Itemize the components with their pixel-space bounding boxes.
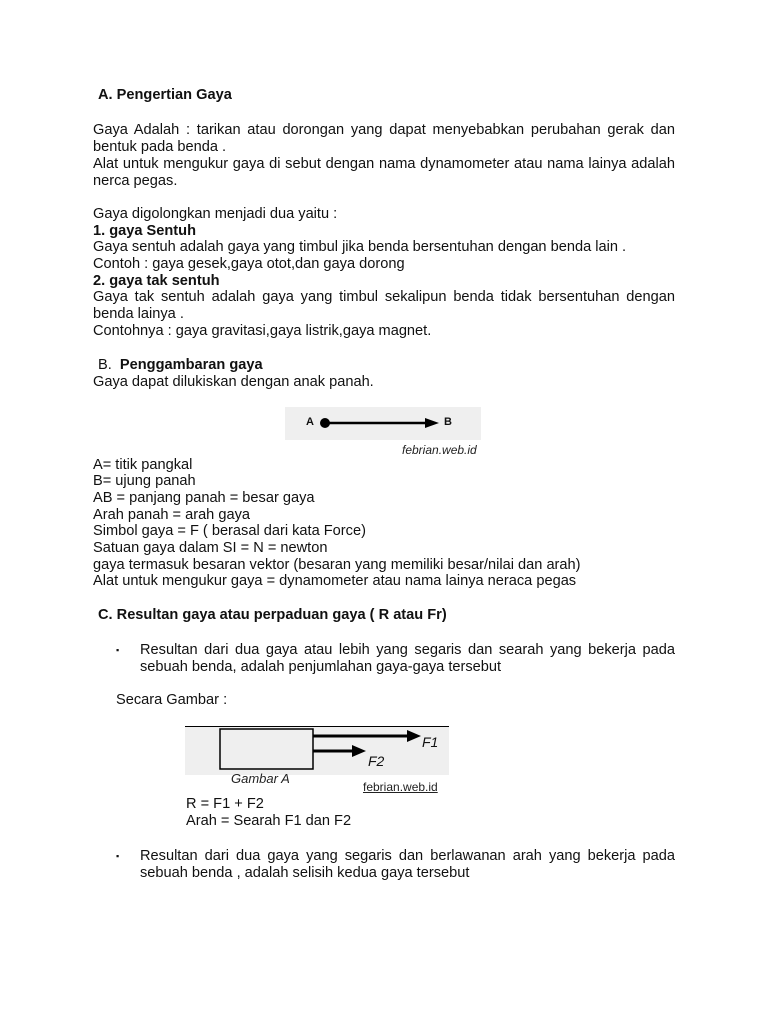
force-arrows-icon bbox=[185, 727, 449, 775]
paragraph: Gaya Adalah : tarikan atau dorongan yang dapat menyebabkan perubahan gerak dan bentuk pada benda . bbox=[93, 122, 675, 155]
text-line: Contoh : gaya gesek,gaya otot,dan gaya dorong bbox=[93, 256, 405, 272]
text-line: Gaya sentuh adalah gaya yang timbul jika benda bersentuhan dengan benda lain . bbox=[93, 239, 627, 255]
section-letter: B. bbox=[98, 357, 112, 373]
figure-caption: Gambar A bbox=[231, 771, 290, 786]
subheading: 1. gaya Sentuh bbox=[93, 223, 196, 239]
text-line: Contohnya : gaya gravitasi,gaya listrik,gaya magnet. bbox=[93, 323, 432, 339]
text-line: Gaya digolongkan menjadi dua yaitu : bbox=[93, 206, 338, 222]
section-b-title: Penggambaran gaya bbox=[119, 357, 263, 373]
f1-label: F1 bbox=[422, 734, 439, 750]
formula-line: Arah = Searah F1 dan F2 bbox=[186, 813, 352, 829]
text-line: Secara Gambar : bbox=[116, 692, 228, 708]
point-a-label: A bbox=[306, 416, 314, 428]
bullet-text: Resultan dari dua gaya yang segaris dan berlawanan arah yang bekerja pada sebuah benda , adalah selisih kedua gaya tersebut bbox=[140, 848, 675, 881]
paragraph: Alat untuk mengukur gaya di sebut dengan nama dynamometer atau nama lainya adalah nerca pegas. bbox=[93, 156, 675, 189]
text-line: A= titik pangkal bbox=[93, 457, 193, 473]
paragraph: Gaya tak sentuh adalah gaya yang timbul sekalipun benda tidak bersentuhan dengan benda lainya . bbox=[93, 289, 675, 322]
text-line: Simbol gaya = F ( berasal dari kata Force) bbox=[93, 523, 366, 539]
text-line: B= ujung panah bbox=[93, 473, 196, 489]
section-b-heading bbox=[98, 357, 263, 374]
figure-credit: febrian.web.id bbox=[402, 443, 477, 457]
section-c-title: C. Resultan gaya atau perpaduan gaya ( R atau Fr) bbox=[98, 607, 447, 623]
resultant-figure bbox=[185, 726, 449, 775]
figure-credit: febrian.web.id bbox=[363, 780, 438, 794]
point-b-label: B bbox=[444, 416, 452, 428]
text-line: Alat untuk mengukur gaya = dynamometer atau nama lainya neraca pegas bbox=[93, 573, 577, 589]
bullet-icon: ▪ bbox=[116, 645, 120, 655]
text-line: gaya termasuk besaran vektor (besaran yang memiliki besar/nilai dan arah) bbox=[93, 557, 581, 573]
text-line: AB = panjang panah = besar gaya bbox=[93, 490, 315, 506]
f2-label: F2 bbox=[368, 753, 385, 769]
bullet-text: Resultan dari dua gaya atau lebih yang segaris dan searah yang bekerja pada sebuah benda, adalah penjumlahan gaya-gaya tersebut bbox=[140, 642, 675, 675]
bullet-icon: ▪ bbox=[116, 851, 120, 861]
section-a-title: A. Pengertian Gaya bbox=[98, 87, 232, 103]
text-line: Arah panah = arah gaya bbox=[93, 507, 251, 523]
text-line: Gaya dapat dilukiskan dengan anak panah. bbox=[93, 374, 374, 390]
arrow-figure bbox=[285, 407, 481, 440]
formula-line: R = F1 + F2 bbox=[186, 796, 264, 812]
subheading: 2. gaya tak sentuh bbox=[93, 273, 220, 289]
text-line: Satuan gaya dalam SI = N = newton bbox=[93, 540, 328, 556]
